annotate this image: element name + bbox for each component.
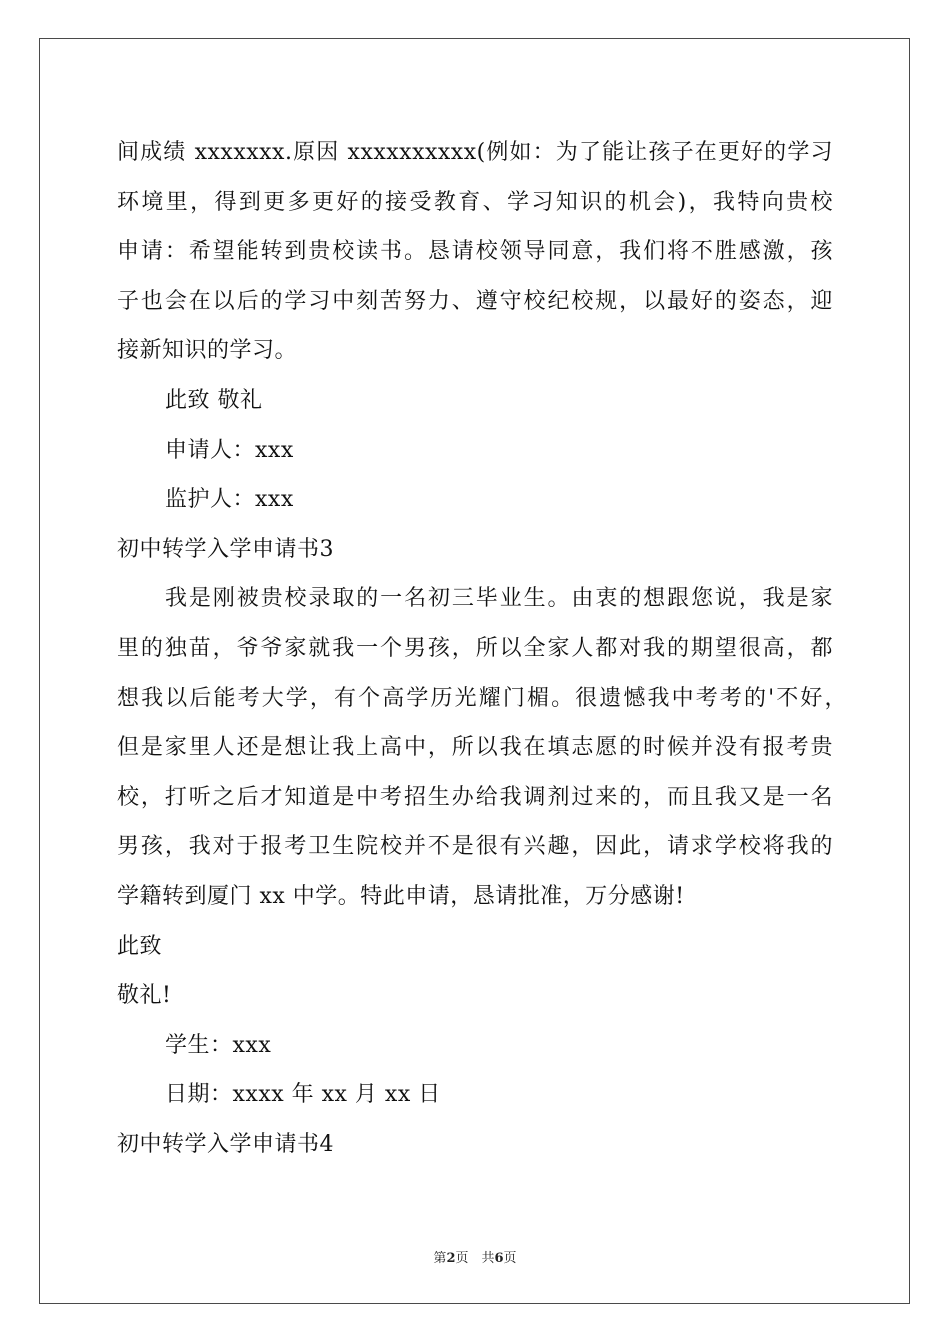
paragraph-line: 但是家里人还是想让我上高中，所以我在填志愿的时候并没有报考贵 <box>117 735 833 761</box>
date-line: 日期：xxxx 年 xx 月 xx 日 <box>165 1082 441 1108</box>
document-body <box>117 128 857 1169</box>
paragraph-line: 子也会在以后的学习中刻苦努力、遵守校纪校规，以最好的姿态，迎 <box>117 288 833 314</box>
paragraph-line: 申请：希望能转到贵校读书。恳请校领导同意，我们将不胜感激，孩 <box>117 239 833 265</box>
footer-suffix: 页 <box>503 1251 517 1266</box>
paragraph-line: 校，打听之后才知道是中考招生办给我调剂过来的，而且我又是一名 <box>117 784 833 810</box>
page-footer <box>0 1247 950 1266</box>
paragraph-line: 间成绩 xxxxxxx.原因 xxxxxxxxxx(例如：为了能让孩子在更好的学习 <box>117 140 833 165</box>
closing-regards: 敬礼! <box>117 983 172 1009</box>
paragraph-line: 想我以后能考大学，有个高学历光耀门楣。很遗憾我中考考的'不好， <box>117 685 847 711</box>
footer-prefix: 第 <box>433 1251 447 1266</box>
paragraph-line: 学籍转到厦门 xx 中学。特此申请，恳请批准，万分感谢! <box>117 883 685 909</box>
closing-salutation: 此致 <box>117 933 163 959</box>
total-page-count: 6 <box>494 1251 504 1266</box>
paragraph-line: 环境里，得到更多更好的接受教育、学习知识的机会)，我特向贵校 <box>117 189 833 215</box>
footer-mid: 页 共 <box>455 1251 495 1266</box>
guardian-signature: 监护人：xxx <box>165 487 294 513</box>
current-page-number: 2 <box>446 1251 456 1266</box>
paragraph-line: 我是刚被贵校录取的一名初三毕业生。由衷的想跟您说，我是家 <box>165 586 833 612</box>
student-signature: 学生：xxx <box>165 1032 272 1058</box>
applicant-signature: 申请人：xxx <box>165 437 294 463</box>
paragraph-line: 接新知识的学习。 <box>117 338 298 364</box>
paragraph-line: 里的独苗，爷爷家就我一个男孩，所以全家人都对我的期望很高，都 <box>117 635 833 661</box>
paragraph-line: 男孩，我对于报考卫生院校并不是很有兴趣，因此，请求学校将我的 <box>117 834 833 860</box>
section-heading: 初中转学入学申请书4 <box>117 1131 334 1157</box>
section-heading: 初中转学入学申请书3 <box>117 536 334 562</box>
closing-salutation: 此致 敬礼 <box>165 387 263 413</box>
